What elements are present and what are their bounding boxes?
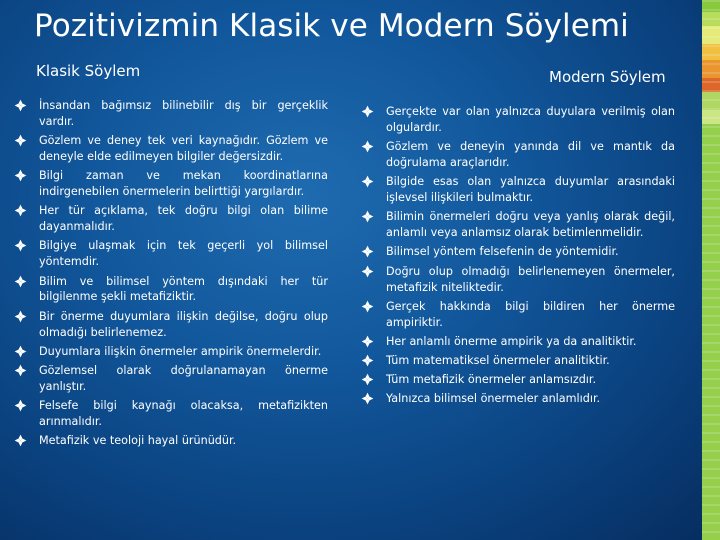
list-item-text: Bilimin önermeleri doğru veya yanlış olarak değil, anlamlı veya anlamsız olarak betimlenmelidir. (386, 210, 675, 240)
list-item (361, 353, 675, 369)
list-item (361, 174, 675, 206)
list-item-text: Gözlem ve deneyin yanında dil ve mantık da doğrulama araçlarıdır. (386, 140, 675, 170)
list-item-text: Tüm matematiksel önermeler analitiktir. (386, 354, 610, 368)
list-item-text: Bilgi zaman ve mekan koordinatlarına indirgenebilen önermelerin belirttiği yargılardır. (39, 169, 328, 199)
slide-title: Pozitivizmin Klasik ve Modern Söylemi (34, 8, 629, 44)
list-item-text: Felsefe bilgi kaynağı olacaksa, metafizikten arınmalıdır. (39, 399, 328, 428)
classic-discourse-heading: Klasik Söylem (36, 62, 141, 80)
list-item-text: Her anlamlı önerme ampirik ya da analitiktir. (386, 334, 637, 348)
list-item (361, 104, 675, 136)
list-item (14, 168, 328, 200)
list-item (14, 133, 328, 165)
list-item (361, 139, 675, 171)
list-item (14, 433, 328, 449)
list-item-text: Gözlemsel olarak doğrulanamayan önerme yanlıştır. (39, 363, 328, 393)
list-item-text: İnsandan bağımsız bilinebilir dış bir gerçeklik vardır. (39, 99, 328, 128)
modern-discourse-list (361, 104, 675, 411)
list-item-text: Bilgide esas olan yalnızca duyumlar arasındaki işlevsel ilişkileri bulmaktır. (386, 175, 675, 205)
list-item-text: Bilgiye ulaşmak için tek geçerli yol bilimsel yöntemdir. (39, 239, 328, 269)
list-item-text: Gerçek hakkında bilgi bildiren her önerme ampiriktir. (386, 299, 675, 329)
decorative-stripe-bar (702, 0, 720, 540)
list-item (361, 299, 675, 331)
list-item-text: Gözlem ve deney tek veri kaynağıdır. Gözlem ve deneyle elde edilmeyen bilgiler değersizdir. (39, 134, 328, 164)
list-item-text: Doğru olup olmadığı belirlenemeyen önermeler, metafizik niteliktedir. (386, 264, 675, 294)
list-item-text: Duyumlara ilişkin önermeler ampirik önermelerdir. (39, 344, 322, 358)
list-item-text: Tüm metafizik önermeler anlamsızdır. (386, 373, 597, 387)
list-item (361, 391, 675, 407)
list-item (14, 363, 328, 395)
list-item (361, 209, 675, 241)
list-item (361, 334, 675, 350)
list-item (361, 244, 675, 260)
list-item (14, 344, 328, 360)
list-item (14, 398, 328, 430)
list-item (14, 98, 328, 130)
list-item-text: Metafizik ve teoloji hayal ürünüdür. (39, 434, 237, 448)
list-item (14, 238, 328, 270)
list-item-text: Bilimsel yöntem felsefenin de yöntemidir. (386, 245, 619, 259)
list-item (14, 203, 328, 235)
list-item (14, 274, 328, 306)
modern-discourse-heading: Modern Söylem (549, 68, 666, 86)
list-item-text: Bilim ve bilimsel yöntem dışındaki her tür bilgilenme şekli metafiziktir. (39, 274, 328, 304)
list-item-text: Yalnızca bilimsel önermeler anlamlıdır. (386, 392, 601, 406)
classic-discourse-list (14, 98, 328, 452)
list-item (361, 372, 675, 388)
list-item (361, 264, 675, 296)
list-item-text: Her tür açıklama, tek doğru bilgi olan bilime dayanmalıdır. (39, 204, 328, 234)
list-item-text: Bir önerme duyumlara ilişkin değilse, doğru olup olmadığı belirlenemez. (39, 309, 328, 339)
list-item-text: Gerçekte var olan yalnızca duyulara verilmiş olan olgulardır. (386, 105, 675, 134)
list-item (14, 309, 328, 341)
